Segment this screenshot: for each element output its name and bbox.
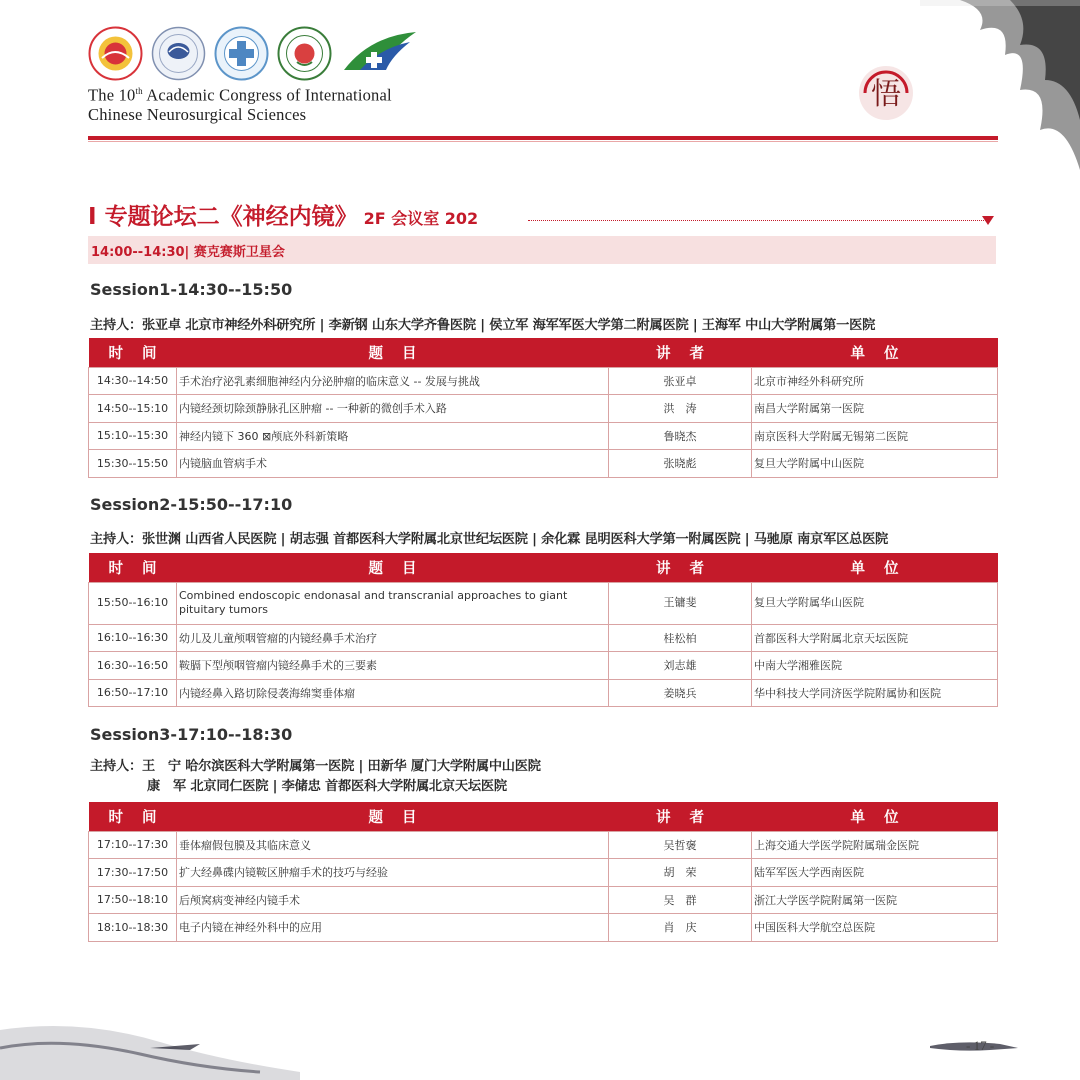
cell-topic: 扩大经鼻碟内镜鞍区肿瘤手术的技巧与经验 xyxy=(177,859,609,887)
ink-mountain-decoration xyxy=(920,0,1080,170)
session-3-title: Session3-17:10--18:30 xyxy=(90,725,293,744)
header-topic: 题 目 xyxy=(177,553,609,582)
cell-topic: 神经内镜下 360 ⊠颅底外科新策略 xyxy=(177,422,609,450)
cell-topic: 鞍膈下型颅咽管瘤内镜经鼻手术的三要素 xyxy=(177,652,609,680)
cell-speaker: 胡 荣 xyxy=(609,859,752,887)
table-row xyxy=(89,859,998,887)
table-header-row xyxy=(89,553,998,582)
cell-unit: 复旦大学附属华山医院 xyxy=(752,582,998,624)
table-row xyxy=(89,624,998,652)
table-row xyxy=(89,450,998,478)
header-unit: 单 位 xyxy=(752,553,998,582)
cell-time: 14:30--14:50 xyxy=(89,367,177,395)
header-speaker: 讲 者 xyxy=(609,802,752,831)
table-header-row xyxy=(89,338,998,367)
table-row xyxy=(89,422,998,450)
cell-speaker: 桂松柏 xyxy=(609,624,752,652)
logo-row xyxy=(88,26,420,81)
forum-room: 2F 会议室 202 xyxy=(363,209,479,228)
title-dotted-line xyxy=(528,220,988,221)
congress-name xyxy=(88,82,392,124)
cell-unit: 首都医科大学附属北京天坛医院 xyxy=(752,624,998,652)
green-round-logo-icon xyxy=(277,26,332,81)
page-number: - 17 - xyxy=(966,1038,995,1053)
session-2-hosts: 主持人：张世渊 山西省人民医院 | 胡志强 首都医科大学附属北京世纪坛医院 | 余化霖 昆明医科大学第一附属医院 | 马驰原 南京军区总医院 xyxy=(90,532,889,547)
header-topic: 题 目 xyxy=(177,802,609,831)
satellite-text: 14:00--14:30| 赛克赛斯卫星会 xyxy=(91,245,285,260)
session-1-title: Session1-14:30--15:50 xyxy=(90,280,293,299)
cell-time: 17:50--18:10 xyxy=(89,886,177,914)
cell-time: 15:30--15:50 xyxy=(89,450,177,478)
cell-speaker: 洪 涛 xyxy=(609,395,752,423)
svg-text:悟: 悟 xyxy=(871,77,901,112)
congress-line-1-pre: The 10 xyxy=(88,85,136,105)
header-topic: 题 目 xyxy=(177,338,609,367)
cell-topic: 垂体瘤假包膜及其临床意义 xyxy=(177,831,609,859)
session-3-hosts-line-2: 康 军 北京同仁医院 | 李储忠 首都医科大学附属北京天坛医院 xyxy=(147,779,507,794)
cell-unit: 中国医科大学航空总医院 xyxy=(752,914,998,942)
table-row xyxy=(89,582,998,624)
cell-unit: 浙江大学医学院附属第一医院 xyxy=(752,886,998,914)
cell-time: 17:10--17:30 xyxy=(89,831,177,859)
cell-unit: 南京医科大学附属无锡第二医院 xyxy=(752,422,998,450)
cell-speaker: 王镛斐 xyxy=(609,582,752,624)
cell-speaker: 张晓彪 xyxy=(609,450,752,478)
cell-topic: 电子内镜在神经外科中的应用 xyxy=(177,914,609,942)
cell-unit: 北京市神经外科研究所 xyxy=(752,367,998,395)
session-1-table xyxy=(88,338,998,478)
red-emblem-logo-icon xyxy=(88,26,143,81)
cell-topic: 内镜经颈切除颈静脉孔区肿瘤 -- 一种新的微创手术入路 xyxy=(177,395,609,423)
cell-unit: 中南大学湘雅医院 xyxy=(752,652,998,680)
wu-seal-icon xyxy=(855,62,917,124)
cell-time: 14:50--15:10 xyxy=(89,395,177,423)
icna-logo-icon xyxy=(151,26,206,81)
cell-time: 16:50--17:10 xyxy=(89,679,177,707)
congress-line-1 xyxy=(88,82,392,105)
session-3-hosts xyxy=(90,757,541,797)
blue-cross-logo-icon xyxy=(214,26,269,81)
cell-topic: 内镜经鼻入路切除侵袭海绵窦垂体瘤 xyxy=(177,679,609,707)
forum-title-text: I 专题论坛二《神经内镜》 xyxy=(88,204,358,230)
cell-unit: 上海交通大学医学院附属瑞金医院 xyxy=(752,831,998,859)
cell-speaker: 张亚卓 xyxy=(609,367,752,395)
header-rule xyxy=(88,136,998,140)
ink-brush-decoration xyxy=(0,1000,300,1080)
cell-unit: 陆军军医大学西南医院 xyxy=(752,859,998,887)
table-row xyxy=(89,914,998,942)
session-3-table xyxy=(88,802,998,942)
forum-title-bar xyxy=(88,198,998,234)
header-rule-thin xyxy=(88,141,998,142)
cell-time: 17:30--17:50 xyxy=(89,859,177,887)
header-speaker: 讲 者 xyxy=(609,338,752,367)
green-wing-logo-icon xyxy=(340,26,420,81)
cell-speaker: 鲁晓杰 xyxy=(609,422,752,450)
cell-speaker: 肖 庆 xyxy=(609,914,752,942)
congress-line-2: Chinese Neurosurgical Sciences xyxy=(88,104,307,124)
cell-unit: 华中科技大学同济医学院附属协和医院 xyxy=(752,679,998,707)
header-time: 时 间 xyxy=(89,553,177,582)
table-row xyxy=(89,395,998,423)
cell-topic: Combined endoscopic endonasal and transcranial approaches to giant pituitary tumors xyxy=(177,582,609,624)
cell-topic: 内镜脑血管病手术 xyxy=(177,450,609,478)
header-unit: 单 位 xyxy=(752,338,998,367)
satellite-banner xyxy=(88,236,996,264)
cell-topic: 后颅窝病变神经内镜手术 xyxy=(177,886,609,914)
page-header xyxy=(0,0,1080,150)
table-row xyxy=(89,886,998,914)
table-row xyxy=(89,831,998,859)
cell-time: 18:10--18:30 xyxy=(89,914,177,942)
congress-line-1-sup: th xyxy=(135,86,143,96)
cell-unit: 南昌大学附属第一医院 xyxy=(752,395,998,423)
cell-unit: 复旦大学附属中山医院 xyxy=(752,450,998,478)
congress-line-1-post: Academic Congress of International xyxy=(142,85,392,105)
table-row xyxy=(89,367,998,395)
header-unit: 单 位 xyxy=(752,802,998,831)
session-2-table xyxy=(88,553,998,707)
session-2-title: Session2-15:50--17:10 xyxy=(90,495,293,514)
cell-time: 16:30--16:50 xyxy=(89,652,177,680)
table-row xyxy=(89,679,998,707)
session-1-hosts: 主持人：张亚卓 北京市神经外科研究所 | 李新钢 山东大学齐鲁医院 | 侯立军 海军军医大学第二附属医院 | 王海军 中山大学附属第一医院 xyxy=(90,318,876,333)
header-time: 时 间 xyxy=(89,338,177,367)
cell-speaker: 姜晓兵 xyxy=(609,679,752,707)
cell-time: 15:50--16:10 xyxy=(89,582,177,624)
table-row xyxy=(89,652,998,680)
session-3-hosts-line-1: 主持人：王 宁 哈尔滨医科大学附属第一医院 | 田新华 厦门大学附属中山医院 xyxy=(90,759,541,774)
cell-speaker: 刘志雄 xyxy=(609,652,752,680)
triangle-down-icon xyxy=(982,216,994,225)
header-speaker: 讲 者 xyxy=(609,553,752,582)
cell-topic: 手术治疗泌乳素细胞神经内分泌肿瘤的临床意义 -- 发展与挑战 xyxy=(177,367,609,395)
cell-speaker: 吴哲褒 xyxy=(609,831,752,859)
table-header-row xyxy=(89,802,998,831)
header-time: 时 间 xyxy=(89,802,177,831)
cell-speaker: 吴 群 xyxy=(609,886,752,914)
cell-time: 15:10--15:30 xyxy=(89,422,177,450)
cell-topic: 幼儿及儿童颅咽管瘤的内镜经鼻手术治疗 xyxy=(177,624,609,652)
forum-title xyxy=(88,198,478,231)
cell-time: 16:10--16:30 xyxy=(89,624,177,652)
